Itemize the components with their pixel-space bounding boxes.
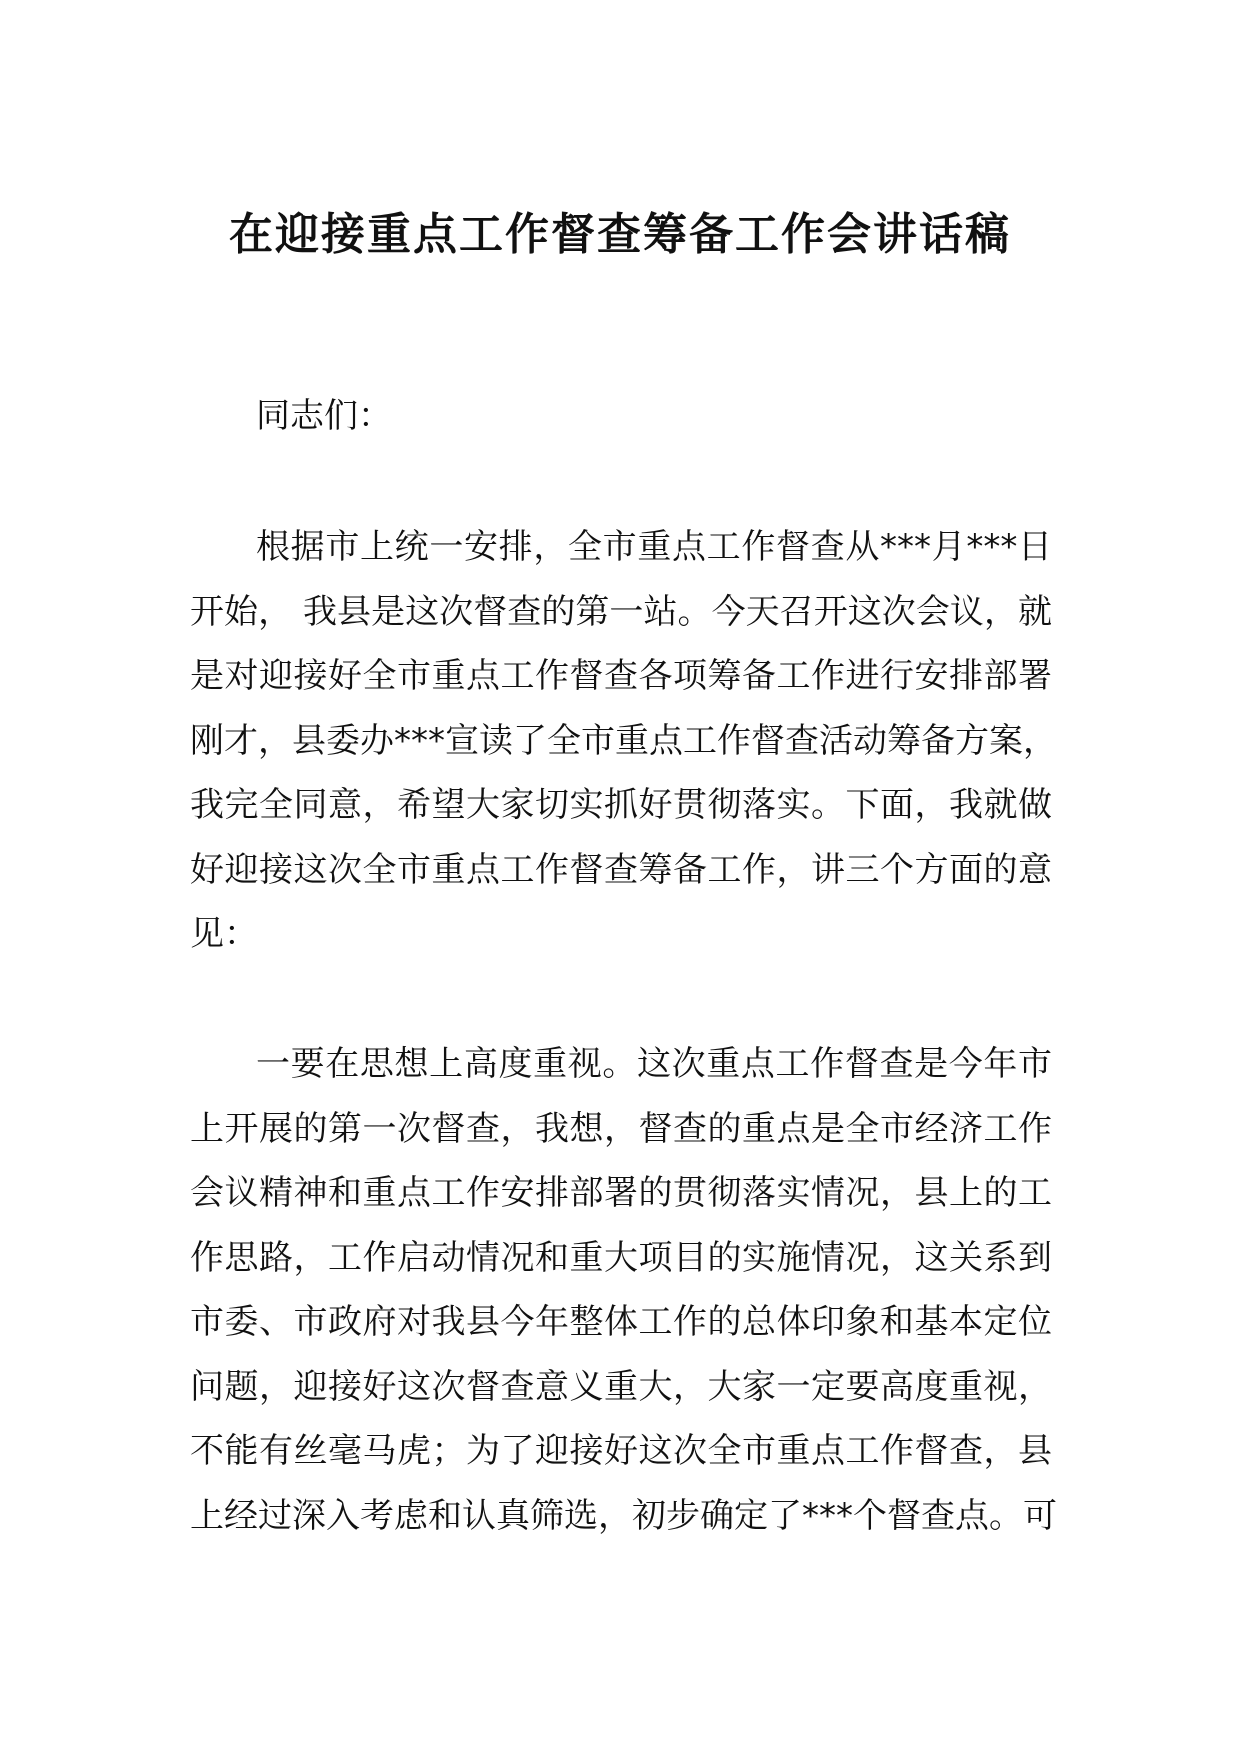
paragraph-line: 不能有丝毫马虎；为了迎接好这次全市重点工作督查，县 (190, 1431, 1052, 1471)
salutation: 同志们： (256, 396, 392, 436)
salutation-block (190, 384, 1052, 449)
paragraph-line: 问题，迎接好这次督查意义重大，大家一定要高度重视， (190, 1366, 1052, 1407)
paragraph-line: 上开展的第一次督查，我想，督查的重点是全市经济工作 (190, 1108, 1052, 1149)
paragraph-line: 见： (190, 914, 258, 954)
paragraph-line: 是对迎接好全市重点工作督查各项筹备工作进行安排部署 (190, 656, 1052, 696)
paragraph-2 (190, 1032, 1057, 1548)
paragraph-line: 刚才，县委办***宣读了全市重点工作督查活动筹备方案， (190, 720, 1057, 761)
paragraph-line: 开始， 我县是这次督查的第一站。今天召开这次会议，就 (190, 591, 1052, 632)
paragraph-line: 我完全同意，希望大家切实抓好贯彻落实。下面，我就做 (190, 785, 1052, 825)
paragraph-line: 作思路，工作启动情况和重大项目的实施情况，这关系到 (190, 1237, 1052, 1278)
paragraph-line: 上经过深入考虑和认真筛选，初步确定了***个督查点。可 (190, 1495, 1057, 1536)
paragraph-line: 一要在思想上高度重视。这次重点工作督查是今年市 (256, 1044, 1052, 1084)
paragraph-line: 会议精神和重点工作安排部署的贯彻落实情况，县上的工 (190, 1173, 1052, 1213)
document-title: 在迎接重点工作督查筹备工作会讲话稿 (229, 209, 1011, 260)
paragraph-line: 根据市上统一安排，全市重点工作督查从***月***日 (256, 527, 1052, 567)
paragraph-1 (190, 515, 1057, 967)
paragraph-line: 好迎接这次全市重点工作督查筹备工作，讲三个方面的意 (190, 849, 1052, 890)
paragraph-line: 市委、市政府对我县今年整体工作的总体印象和基本定位 (190, 1302, 1052, 1342)
